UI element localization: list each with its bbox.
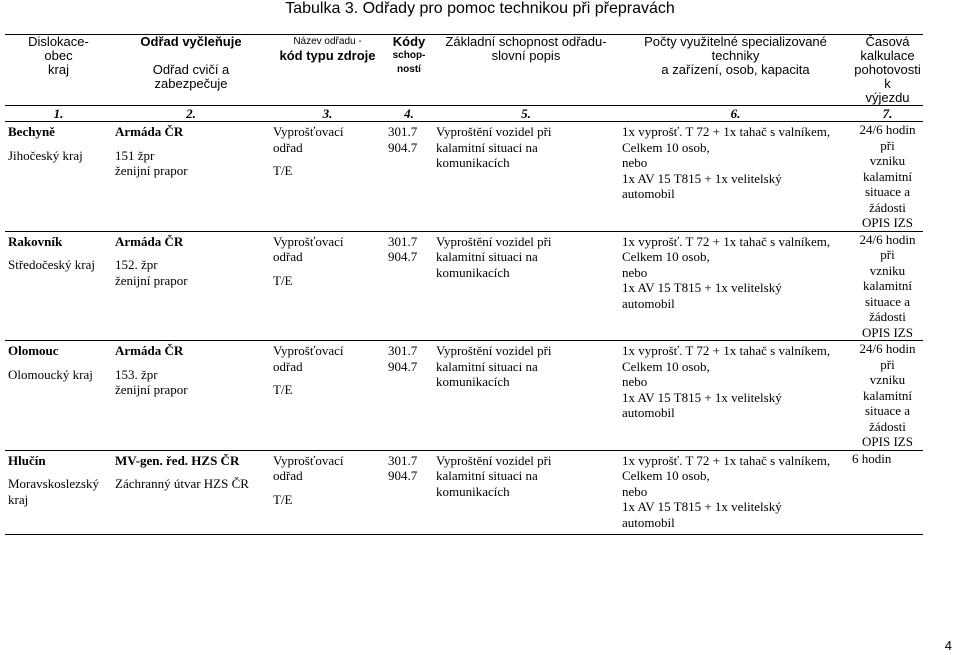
- time-cell: 24/6 hodin při vzniku kalamitní situace a žádosti OPIS IZS: [852, 341, 923, 451]
- capability-cell: Vyproštění vozidel při kalamitní situaci na komunikacích: [436, 124, 552, 170]
- capability-cell: Vyproštění vozidel při kalamitní situaci na komunikacích: [433, 341, 619, 451]
- capability-cell: Vyproštění vozidel při kalamitní situaci na komunikacích: [433, 231, 619, 341]
- unit-name-cell: Vyprošťovací odřad T/E: [273, 124, 344, 178]
- header-capability: Základní schopnost odřadu- slovní popis: [433, 35, 619, 106]
- unit-name-cell: Vyprošťovací odřad T/E: [270, 341, 385, 451]
- table-row: [5, 341, 923, 451]
- units-table: [5, 34, 923, 535]
- column-number: 7.: [852, 106, 923, 122]
- capability-cell: Vyproštění vozidel při kalamitní situaci na komunikacích: [433, 450, 619, 535]
- codes-cell: 301.7 904.7: [388, 124, 418, 155]
- unit-name-cell: Vyprošťovací odřad T/E: [270, 231, 385, 341]
- column-number: 1.: [5, 106, 112, 122]
- column-number: 2.: [112, 106, 270, 122]
- column-number: 6.: [619, 106, 852, 122]
- equipment-cell: 1x vyprošť. T 72 + 1x tahač s valníkem, Celkem 10 osob, nebo 1x AV 15 T815 + 1x velitelský automobil: [619, 450, 852, 535]
- table-row: [5, 122, 923, 232]
- location-cell: Bechyně Jihočeský kraj: [8, 124, 83, 163]
- header-unit-name: Název odřadu - kód typu zdroje: [270, 35, 385, 106]
- page-number: 4: [944, 638, 952, 653]
- header-equipment: Počty využitelné specializované techniky a zařízení, osob, kapacita: [619, 35, 852, 106]
- provider-cell: Armáda ČR 152. žpr ženijní prapor: [112, 231, 270, 341]
- table-title: Tabulka 3. Odřady pro pomoc technikou při přepravách: [285, 0, 675, 17]
- header-row: [5, 35, 923, 106]
- provider-cell: Armáda ČR 151 žpr ženijní prapor: [115, 124, 188, 178]
- location-cell: Rakovník Středočeský kraj: [5, 231, 112, 341]
- time-cell: 24/6 hodin při vzniku kalamitní situace a žádosti OPIS IZS: [852, 231, 923, 341]
- provider-cell: Armáda ČR 153. žpr ženijní prapor: [112, 341, 270, 451]
- column-number: 5.: [433, 106, 619, 122]
- time-cell: 6 hodin: [852, 450, 923, 535]
- header-time: Časová kalkulace pohotovosti k výjezdu: [852, 35, 923, 106]
- column-number: 3.: [270, 106, 385, 122]
- codes-cell: 301.7 904.7: [385, 341, 433, 451]
- header-codes: Kódy schop- ností: [385, 35, 433, 106]
- equipment-cell: 1x vyprošť. T 72 + 1x tahač s valníkem, Celkem 10 osob, nebo 1x AV 15 T815 + 1x velitelský automobil: [619, 231, 852, 341]
- header-provider: Odřad vyčleňuje Odřad cvičí a zabezpečuje: [112, 35, 270, 106]
- equipment-cell: 1x vyprošť. T 72 + 1x tahač s valníkem, Celkem 10 osob, nebo 1x AV 15 T815 + 1x velitelský automobil: [622, 124, 831, 201]
- unit-name-cell: Vyprošťovací odřad T/E: [270, 450, 385, 535]
- location-cell: Olomouc Olomoucký kraj: [5, 341, 112, 451]
- column-number: 4.: [385, 106, 433, 122]
- time-cell: 24/6 hodin při vzniku kalamitní situace a žádosti OPIS IZS: [859, 122, 916, 230]
- codes-cell: 301.7 904.7: [385, 450, 433, 535]
- column-number-row: [5, 106, 923, 122]
- codes-cell: 301.7 904.7: [385, 231, 433, 341]
- equipment-cell: 1x vyprošť. T 72 + 1x tahač s valníkem, Celkem 10 osob, nebo 1x AV 15 T815 + 1x velitelský automobil: [619, 341, 852, 451]
- location-cell: Hlučín Moravskoslezský kraj: [5, 450, 112, 535]
- provider-cell: MV-gen. řed. HZS ČR Záchranný útvar HZS ČR: [112, 450, 270, 535]
- table-row: [5, 450, 923, 535]
- header-location: Dislokace- obec kraj: [5, 35, 112, 106]
- table-row: [5, 231, 923, 341]
